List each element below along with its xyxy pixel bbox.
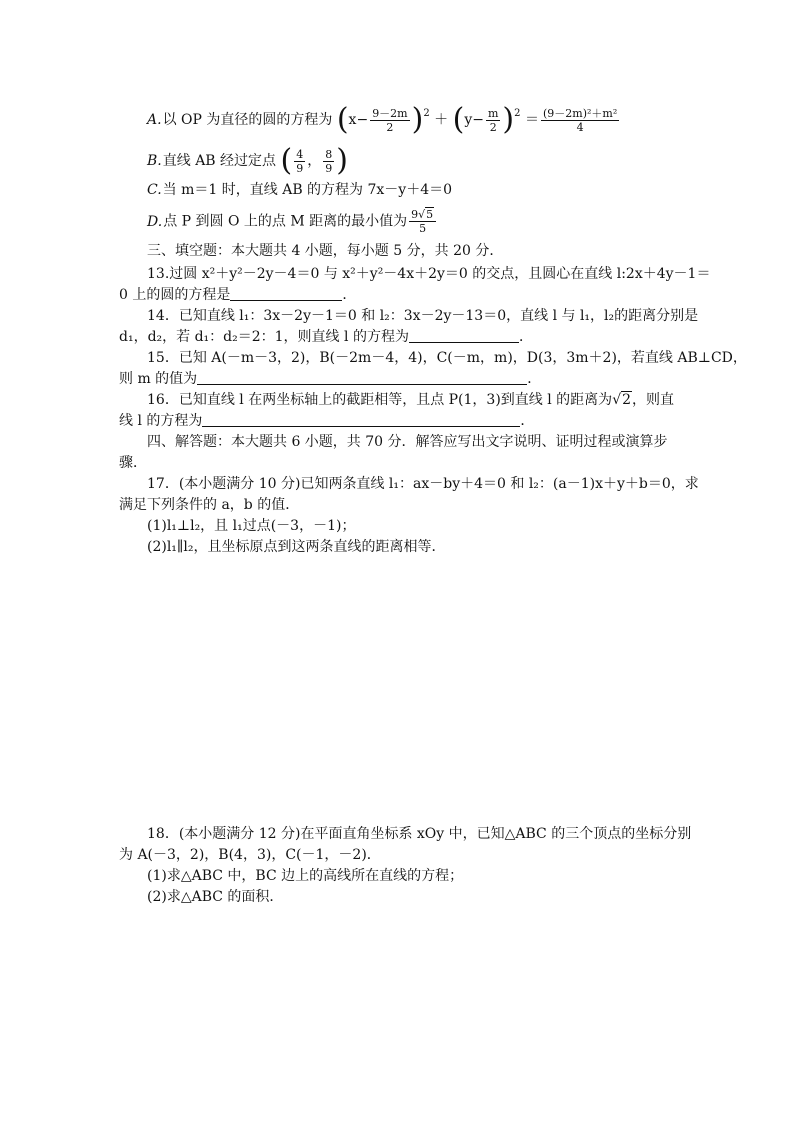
q17-line2: 满足下列条件的 a，b 的值． <box>119 497 300 513</box>
q16-line2: 线 l 的方程为 ． <box>119 413 535 429</box>
option-a-frac1: $\frac{9-2m}{2}$ <box>372 106 408 134</box>
option-d <box>147 208 438 235</box>
option-d-text: 点 P 到圆 O 上的点 M 距离的最小值为 <box>163 213 408 230</box>
q18-line1: 18．(本小题满分 12 分)在平面直角坐标系 xOy 中，已知△ABC 的三个顶点的坐标分别 <box>147 826 692 842</box>
option-d-frac: $\frac{9√5}{5}$ <box>409 208 436 235</box>
q13-line1: 13.过圆 x²＋y²－2y－4＝0 与 x²＋y²－4x＋2y＝0 的交点，且圆心在直线 l:2x＋4y－1＝ <box>147 266 711 282</box>
q15-answer-blank[interactable] <box>197 370 527 385</box>
q18-part1: (1)求△ABC 中，BC 边上的高线所在直线的方程； <box>147 868 464 884</box>
section4-line1: 四、解答题：本大题共 6 小题，共 70 分．解答应写出文字说明、证明过程或演算步 <box>147 434 668 450</box>
q17-part1: (1)l₁⊥l₂，且 l₁过点(－3，－1)； <box>147 518 356 534</box>
q16-line1: 16．已知直线 l 在两坐标轴上的截距相等，且点 P(1，3)到直线 l 的距离为√2，则直 <box>147 392 675 408</box>
q16-answer-blank[interactable] <box>202 412 520 427</box>
option-d-label: D. <box>147 213 163 230</box>
option-a: A.以 OP 为直径的圆的方程为 (x− $\frac{9-2m}{2}$ )$^2$ ＋ (y− $\frac{m}{2}$ )$^2$ ＝ $\frac{\text{(9－2m)²＋m²}}{4}$ <box>147 102 618 137</box>
q17-part2: (2)l₁∥l₂，且坐标原点到这两条直线的距离相等． <box>147 539 446 555</box>
q15-line2: 则 m 的值为 ． <box>119 371 542 387</box>
option-b-label: B. <box>147 153 162 169</box>
q15-line1: 15．已知 A(－m－3，2)，B(－2m－4，4)，C(－m，m)，D(3，3m＋2)，若直线 AB⊥CD， <box>147 350 747 366</box>
option-a-label: A. <box>147 112 162 128</box>
option-a-text: 以 OP 为直径的圆的方程为 <box>162 112 333 128</box>
option-a-frac2: $\frac{m}{2}$ <box>487 106 499 134</box>
q17-line1: 17．(本小题满分 10 分)已知两条直线 l₁：ax－by＋4＝0 和 l₂：(a－1)x＋y＋b＝0，求 <box>147 476 699 492</box>
q14-line2: d₁，d₂，若 d₁：d₂＝2：1，则直线 l 的方程为 ． <box>119 329 533 345</box>
q14-answer-blank[interactable] <box>409 328 519 343</box>
option-b-text: 直线 AB 经过定点 <box>162 153 277 169</box>
q13-answer-blank[interactable] <box>230 286 342 301</box>
q18-part2: (2)求△ABC 的面积． <box>147 889 284 905</box>
option-c <box>147 180 452 200</box>
option-c-text: 当 m＝1 时，直线 AB 的方程为 7x－y＋4＝0 <box>162 182 453 198</box>
option-c-label: C. <box>147 182 162 198</box>
section4-line2: 骤． <box>119 455 147 471</box>
q14-line1: 14．已知直线 l₁：3x－2y－1＝0 和 l₂：3x－2y－13＝0，直线 l 与 l₁，l₂的距离分别是 <box>147 308 699 324</box>
q13-line2: 0 上的圆的方程是 ． <box>119 287 357 303</box>
option-a-rhs: $\frac{\text{(9－2m)²＋m²}}{4}$ <box>542 106 618 134</box>
section3-title: 三、填空题：本大题共 4 小题，每小题 5 分，共 20 分． <box>147 243 504 259</box>
option-b: B.直线 AB 经过定点 ( $\frac{4}{9}$ ， $\frac{8}{9}$ ) <box>147 143 348 178</box>
q18-line2: 为 A(－3，2)，B(4，3)，C(－1，－2)． <box>119 847 381 863</box>
